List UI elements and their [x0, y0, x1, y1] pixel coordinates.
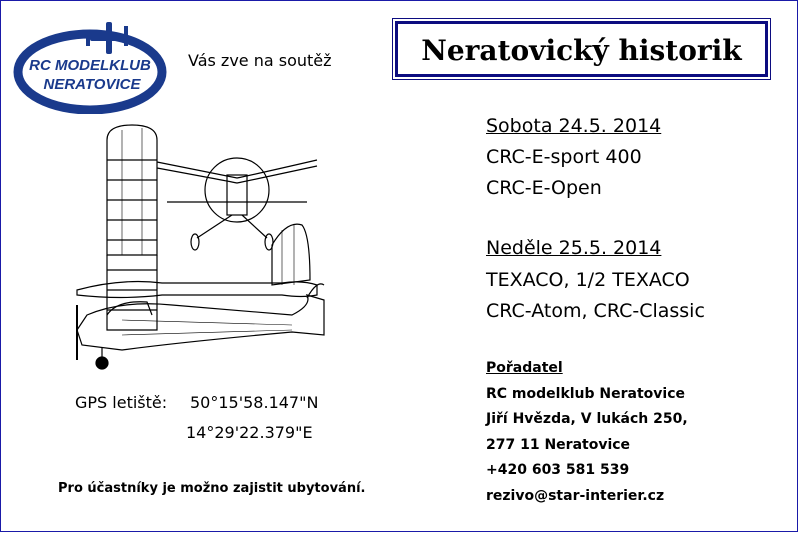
saturday-date: Sobota 24.5. 2014	[486, 115, 662, 137]
organizer-line: Jiří Hvězda, V lukách 250,	[486, 411, 688, 427]
side-view	[77, 284, 324, 369]
gps-longitude: 14°29'22.379"E	[186, 423, 313, 442]
front-view	[157, 158, 317, 250]
lodging-note: Pro účastníky je možno zajistit ubytování.	[58, 481, 366, 496]
saturday-event-1: CRC-E-sport 400	[486, 146, 642, 168]
organizer-email: rezivo@star-interier.cz	[486, 488, 665, 504]
airplane-drawing	[62, 120, 382, 375]
gps-label: GPS letiště:	[75, 393, 168, 412]
organizer-heading: Pořadatel	[486, 360, 563, 376]
wing-top-view	[107, 125, 157, 330]
logo-line2: NERATOVICE	[43, 76, 141, 93]
club-logo	[12, 14, 177, 114]
logo-line1: RC MODELKLUB	[29, 57, 151, 74]
sunday-event-2: CRC-Atom, CRC-Classic	[486, 300, 705, 322]
organizer-line: RC modelklub Neratovice	[486, 386, 686, 402]
organizer-line: 277 11 Neratovice	[486, 437, 631, 453]
invite-text: Vás zve na soutěž	[188, 51, 332, 70]
sunday-event-1: TEXACO, 1/2 TEXACO	[486, 269, 690, 291]
title-box	[395, 21, 768, 77]
organizer-phone: +420 603 581 539	[486, 462, 630, 478]
event-title: Neratovický historik	[421, 34, 742, 67]
sunday-date: Neděle 25.5. 2014	[486, 237, 662, 259]
saturday-event-2: CRC-E-Open	[486, 177, 602, 199]
gps-latitude: 50°15'58.147"N	[190, 393, 319, 412]
